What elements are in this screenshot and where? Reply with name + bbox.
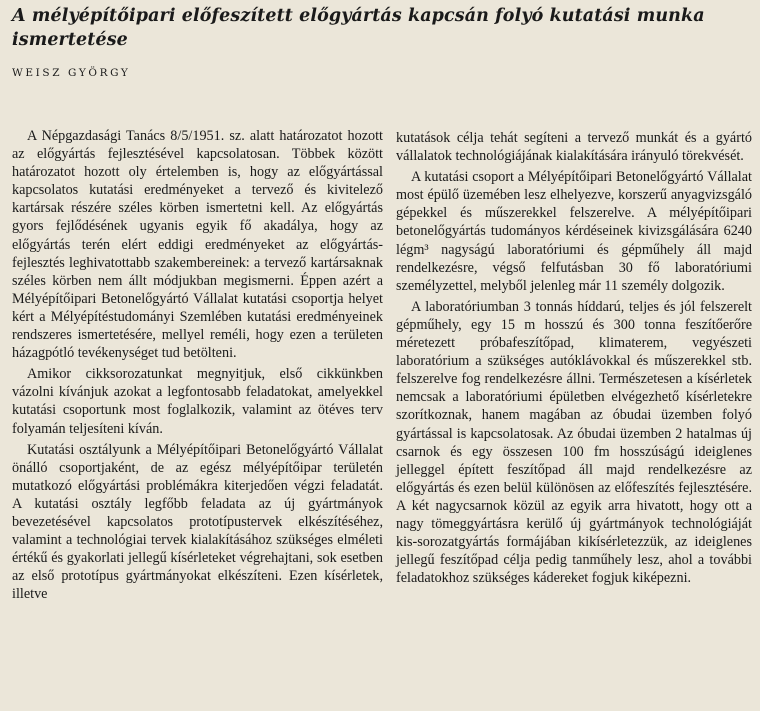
left-column <box>12 127 383 606</box>
paragraph: Amikor cikksorozatunkat megnyitjuk, első cikkünkben vázolni kívánjuk azokat a legfontosabb feladatokat, amelyekkel kutatási csoportunk most foglalkozik, valamint az ötéves terv folyamán teljesíteni kíván. <box>12 366 383 437</box>
paragraph: kutatások célja tehát segíteni a tervező munkát és a gyártó vállalatok technológiájának kialakítására irányuló törekvését. <box>396 130 752 165</box>
article-title: A mélyépítőipari előfeszített előgyártás kapcsán folyó kutatási munka ismertetése <box>12 6 705 50</box>
article-author: WEISZ GYÖRGY <box>12 67 131 79</box>
paragraph: A laboratóriumban 3 tonnás híddarú, teljes és jól felszerelt gépműhely, egy 15 m hosszú és 300 tonna feszítőerőre méretezett próbafeszítőpad, klimaterem, vegyészeti laboratórium a szükséges autóklávokkal és műszerekkel stb. felszerelve fog rendelkezésre állni. Természetesen a kísérletek nemcsak a laboratóriumi épületben elvégezhető kísérletekre szorítkoznak, hanem magában az óbudai üzemben folyó gyártással is kapcsolatosak. Az óbudai üzemben 2 hatalmas új csarnok és egy összesen 100 fm hosszúságú ideiglenes jelleggel épített feszítőpad áll majd rendelkezésre az előgyártás és ezen belül különösen az előfeszítés fejlesztésére. A két nagycsarnok közül az egyik arra hivatott, hogy ott a nagy tömeggyártásra kerülő új gyártmányok technológiáját kis-sorozatgyártás formájában kikísérletezzük, az ideiglenes jellegű feszítőpad célja pedig tanműhely lesz, ahol a további feladatokhoz szükséges kádereket fogjuk kiképezni. <box>396 298 752 587</box>
paragraph: A Népgazdasági Tanács 8/5/1951. sz. alatt határozatot hozott az előgyártás fejlesztésével kapcsolatosan. Többek között határozatot hozott oly értelemben is, hogy az előgyártással kapcsolatos kutatási eredményeket a tervező és kivitelező kartársak részére széles körben ismertetni kell. Az előgyártás gyors fejlődésének ugyanis egyik fő akadálya, hogy az előgyártás terén elért eddigi eredményeket az előgyártás-fejlesztés leghivatottabb szakembereinek: a tervező kartársaknak széles körben nem állt módjukban megismerni. Éppen azért a Mélyépítőipari Betonelőgyártó Vállalat kutatási csoportja helyet kért a Mélyépítéstudományi Szemlében kutatási eredményeinek rendszeres ismertetésére, mellyel reméli, hogy ezen a területen házagpótló tevékenységet tud betölteni. <box>12 128 383 362</box>
right-column <box>396 129 752 590</box>
paragraph: A kutatási csoport a Mélyépítőipari Betonelőgyártó Vállalat most épülő üzemében lesz elhelyezve, korszerű anyagvizsgáló gépekkel és műszerekkel felszerelve. A mélyépítőipari betonelőgyártás tudományos kérdéseinek kivizsgálására 6240 légm³ nagyságú laboratóriumi és gépműhely áll majd rendelkezésre, végső felfutásban 30 fő laboratóriumi személyzettel, melyből jelenleg már 11 személy dolgozik. <box>396 169 752 294</box>
paragraph: Kutatási osztályunk a Mélyépítőipari Betonelőgyártó Vállalat önálló csoportjaként, de az egész mélyépítőipar területén mutatkozó előgyártási problémákra kiterjedően végzi feladatát. A kutatási osztály legfőbb feladata az új gyártmányok bevezetésével kapcsolatos prototípustervek elkészítéséhez, valamint a technológiai tervek kialakításához szükséges elméleti értékű és gyakorlati jellegű kísérleteket végrehajtani, sok esetben az első prototípus gyártmányokat elkészíteni. Ezen kísérletek, illetve <box>12 441 383 603</box>
